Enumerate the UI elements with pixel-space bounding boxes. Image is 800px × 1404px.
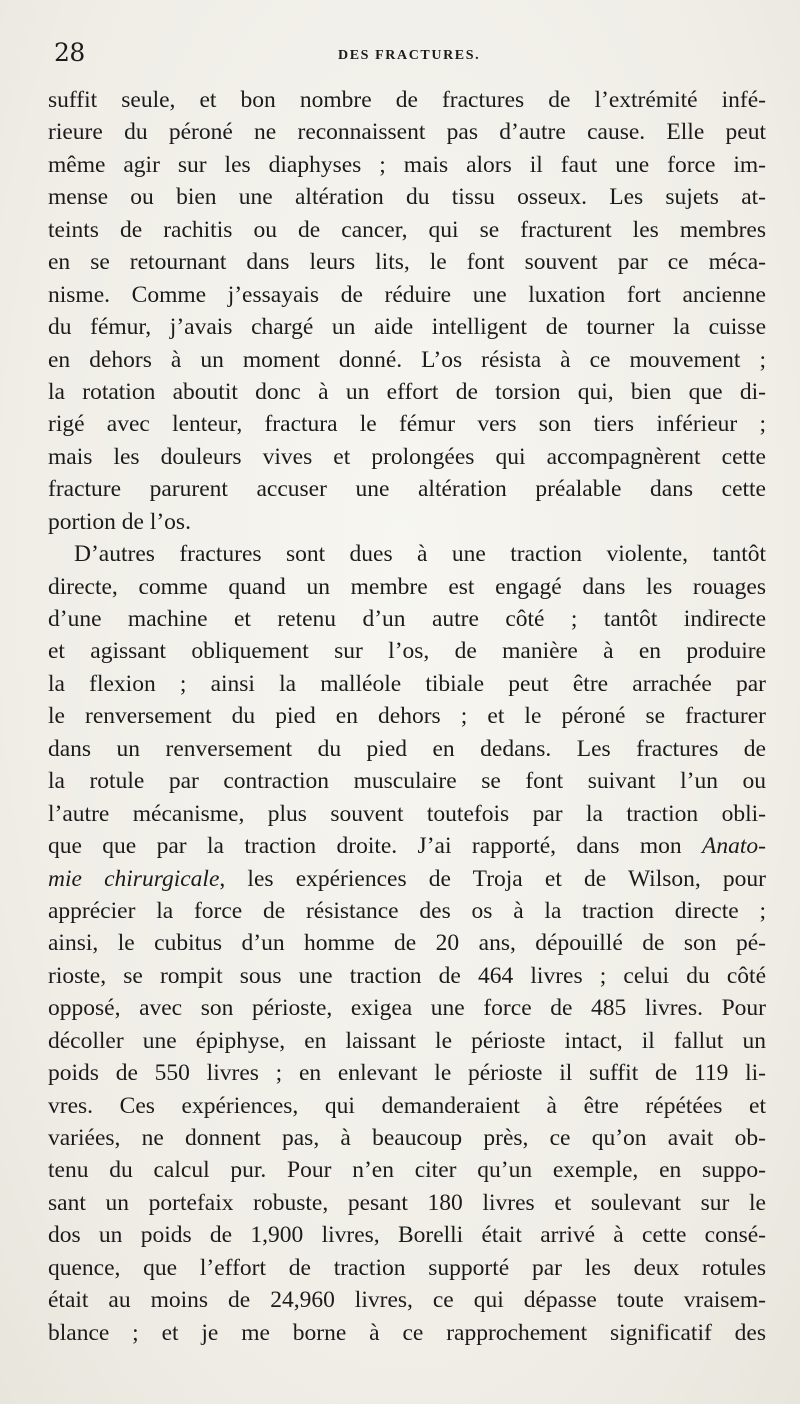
running-head: DES FRACTURES.: [338, 48, 481, 63]
text-line: mie chirurgicale, les expériences de Troja et de Wilson, pour: [48, 865, 766, 892]
text-line: nisme. Comme j’essayais de réduire une luxation fort ancienne: [48, 281, 766, 308]
text-line: fracture parurent accuser une altération préalable dans cette: [48, 476, 766, 503]
text-line: directe, comme quand un membre est engagé dans les rouages: [48, 573, 766, 600]
page-header: [48, 34, 770, 74]
text-line: variées, ne donnent pas, à beaucoup près, ce qu’on avait ob-: [48, 1125, 766, 1151]
text-line: et agissant obliquement sur l’os, de manière à en produire: [48, 638, 766, 665]
text-line: en se retournant dans leurs lits, le font souvent par ce méca-: [48, 249, 766, 276]
text-line: mense ou bien une altération du tissu osseux. Les sujets at-: [48, 184, 766, 211]
text-line: la rotule par contraction musculaire se font suivant l’un ou: [48, 768, 766, 795]
text-line: tenu du calcul pur. Pour n’en citer qu’un exemple, en suppo-: [48, 1157, 766, 1184]
text-line: quence, que l’effort de traction supporté par les deux rotules: [48, 1254, 766, 1281]
text-line: portion de l’os.: [48, 508, 191, 535]
text-line: que que par la traction droite. J’ai rapporté, dans mon Anato-: [48, 833, 766, 860]
text-line: ainsi, le cubitus d’un homme de 20 ans, dépouillé de son pé-: [48, 930, 766, 957]
text-line: en dehors à un moment donné. L’os résista à ce mouvement ;: [48, 346, 766, 373]
text-line: d’une machine et retenu d’un autre côté ; tantôt indirecte: [48, 606, 766, 632]
text-line: était au moins de 24,960 livres, ce qui dépasse toute vraisem-: [48, 1287, 766, 1314]
body-text: [48, 84, 766, 1349]
text-line: la rotation aboutit donc à un effort de torsion qui, bien que di-: [48, 378, 766, 405]
text-line: le renversement du pied en dehors ; et le péroné se fracturer: [48, 703, 766, 730]
text-line: décoller une épiphyse, en laissant le périoste intact, il fallut un: [48, 1027, 766, 1054]
text-line: sant un portefaix robuste, pesant 180 livres et soulevant sur le: [48, 1189, 766, 1216]
text-line: apprécier la force de résistance des os à la traction directe ;: [48, 897, 766, 924]
text-line: blance ; et je me borne à ce rapprochement significatif des: [48, 1319, 766, 1346]
text-line: la flexion ; ainsi la malléole tibiale peut être arrachée par: [48, 670, 766, 697]
text-line: rieure du péroné ne reconnaissent pas d’autre cause. Elle peut: [48, 119, 766, 146]
text-line: rigé avec lenteur, fractura le fémur vers son tiers inférieur ;: [48, 411, 766, 438]
text-line: D’autres fractures sont dues à une traction violente, tantôt: [74, 541, 766, 568]
text-line: suffit seule, et bon nombre de fractures de l’extrémité infé-: [48, 87, 766, 113]
page-number: 28: [54, 38, 85, 67]
text-line: l’autre mécanisme, plus souvent toutefois par la traction obli-: [48, 800, 766, 827]
text-line: dans un renversement du pied en dedans. Les fractures de: [48, 735, 766, 762]
text-line: poids de 550 livres ; en enlevant le périoste il suffit de 119 li-: [48, 1060, 766, 1087]
text-line: vres. Ces expériences, qui demanderaient à être répétées et: [48, 1092, 766, 1119]
text-line: du fémur, j’avais chargé un aide intelligent de tourner la cuisse: [48, 314, 766, 341]
text-line: rioste, se rompit sous une traction de 464 livres ; celui du côté: [48, 962, 766, 989]
text-line: dos un poids de 1,900 livres, Borelli était arrivé à cette consé-: [48, 1222, 766, 1249]
text-line: opposé, avec son périoste, exigea une force de 485 livres. Pour: [48, 995, 766, 1022]
text-line: même agir sur les diaphyses ; mais alors il faut une force im-: [48, 151, 766, 178]
text-line: mais les douleurs vives et prolongées qui accompagnèrent cette: [48, 443, 766, 470]
text-line: teints de rachitis ou de cancer, qui se fracturent les membres: [48, 216, 766, 243]
